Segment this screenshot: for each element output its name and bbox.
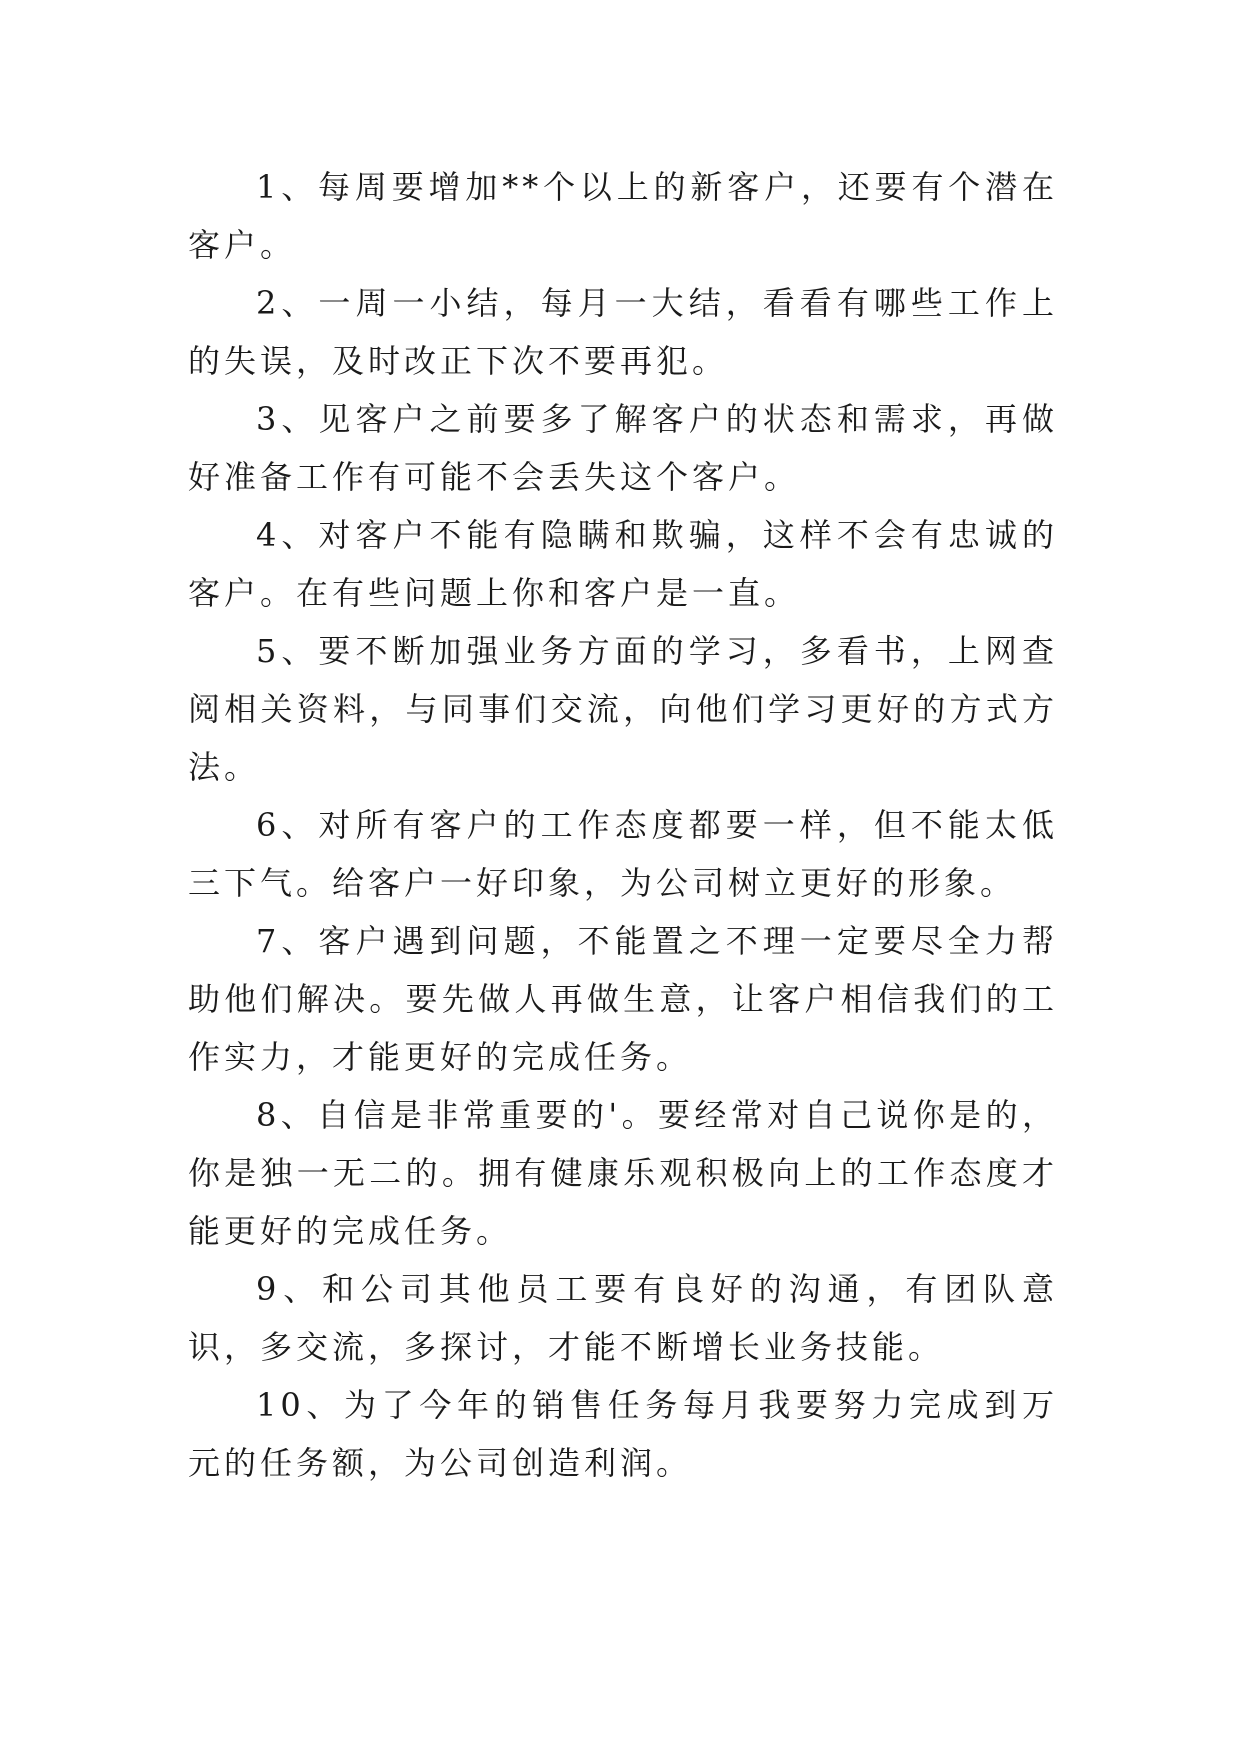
paragraph-8: 8、自信是非常重要的'。要经常对自己说你是的，你是独一无二的。拥有健康乐观积极向上的工作态度才能更好的完成任务。 <box>188 1096 1058 1250</box>
paragraph-10: 10、为了今年的销售任务每月我要努力完成到万元的任务额，为公司创造利润。 <box>188 1386 1058 1482</box>
paragraph-4: 4、对客户不能有隐瞒和欺骗，这样不会有忠诚的客户。在有些问题上你和客户是一直。 <box>188 516 1058 612</box>
paragraph-7: 7、客户遇到问题，不能置之不理一定要尽全力帮助他们解决。要先做人再做生意，让客户相信我们的工作实力，才能更好的完成任务。 <box>188 922 1058 1076</box>
paragraph-3: 3、见客户之前要多了解客户的状态和需求，再做好准备工作有可能不会丢失这个客户。 <box>188 400 1058 496</box>
paragraph-2: 2、一周一小结，每月一大结，看看有哪些工作上的失误，及时改正下次不要再犯。 <box>188 284 1058 380</box>
paragraph-6: 6、对所有客户的工作态度都要一样，但不能太低三下气。给客户一好印象，为公司树立更好的形象。 <box>188 806 1058 902</box>
paragraph-1: 1、每周要增加**个以上的新客户，还要有个潜在客户。 <box>188 168 1058 264</box>
document-body <box>188 158 1058 1492</box>
paragraph-9: 9、和公司其他员工要有良好的沟通，有团队意识，多交流，多探讨，才能不断增长业务技能。 <box>188 1270 1058 1366</box>
paragraph-5: 5、要不断加强业务方面的学习，多看书，上网查阅相关资料，与同事们交流，向他们学习更好的方式方法。 <box>188 632 1058 786</box>
